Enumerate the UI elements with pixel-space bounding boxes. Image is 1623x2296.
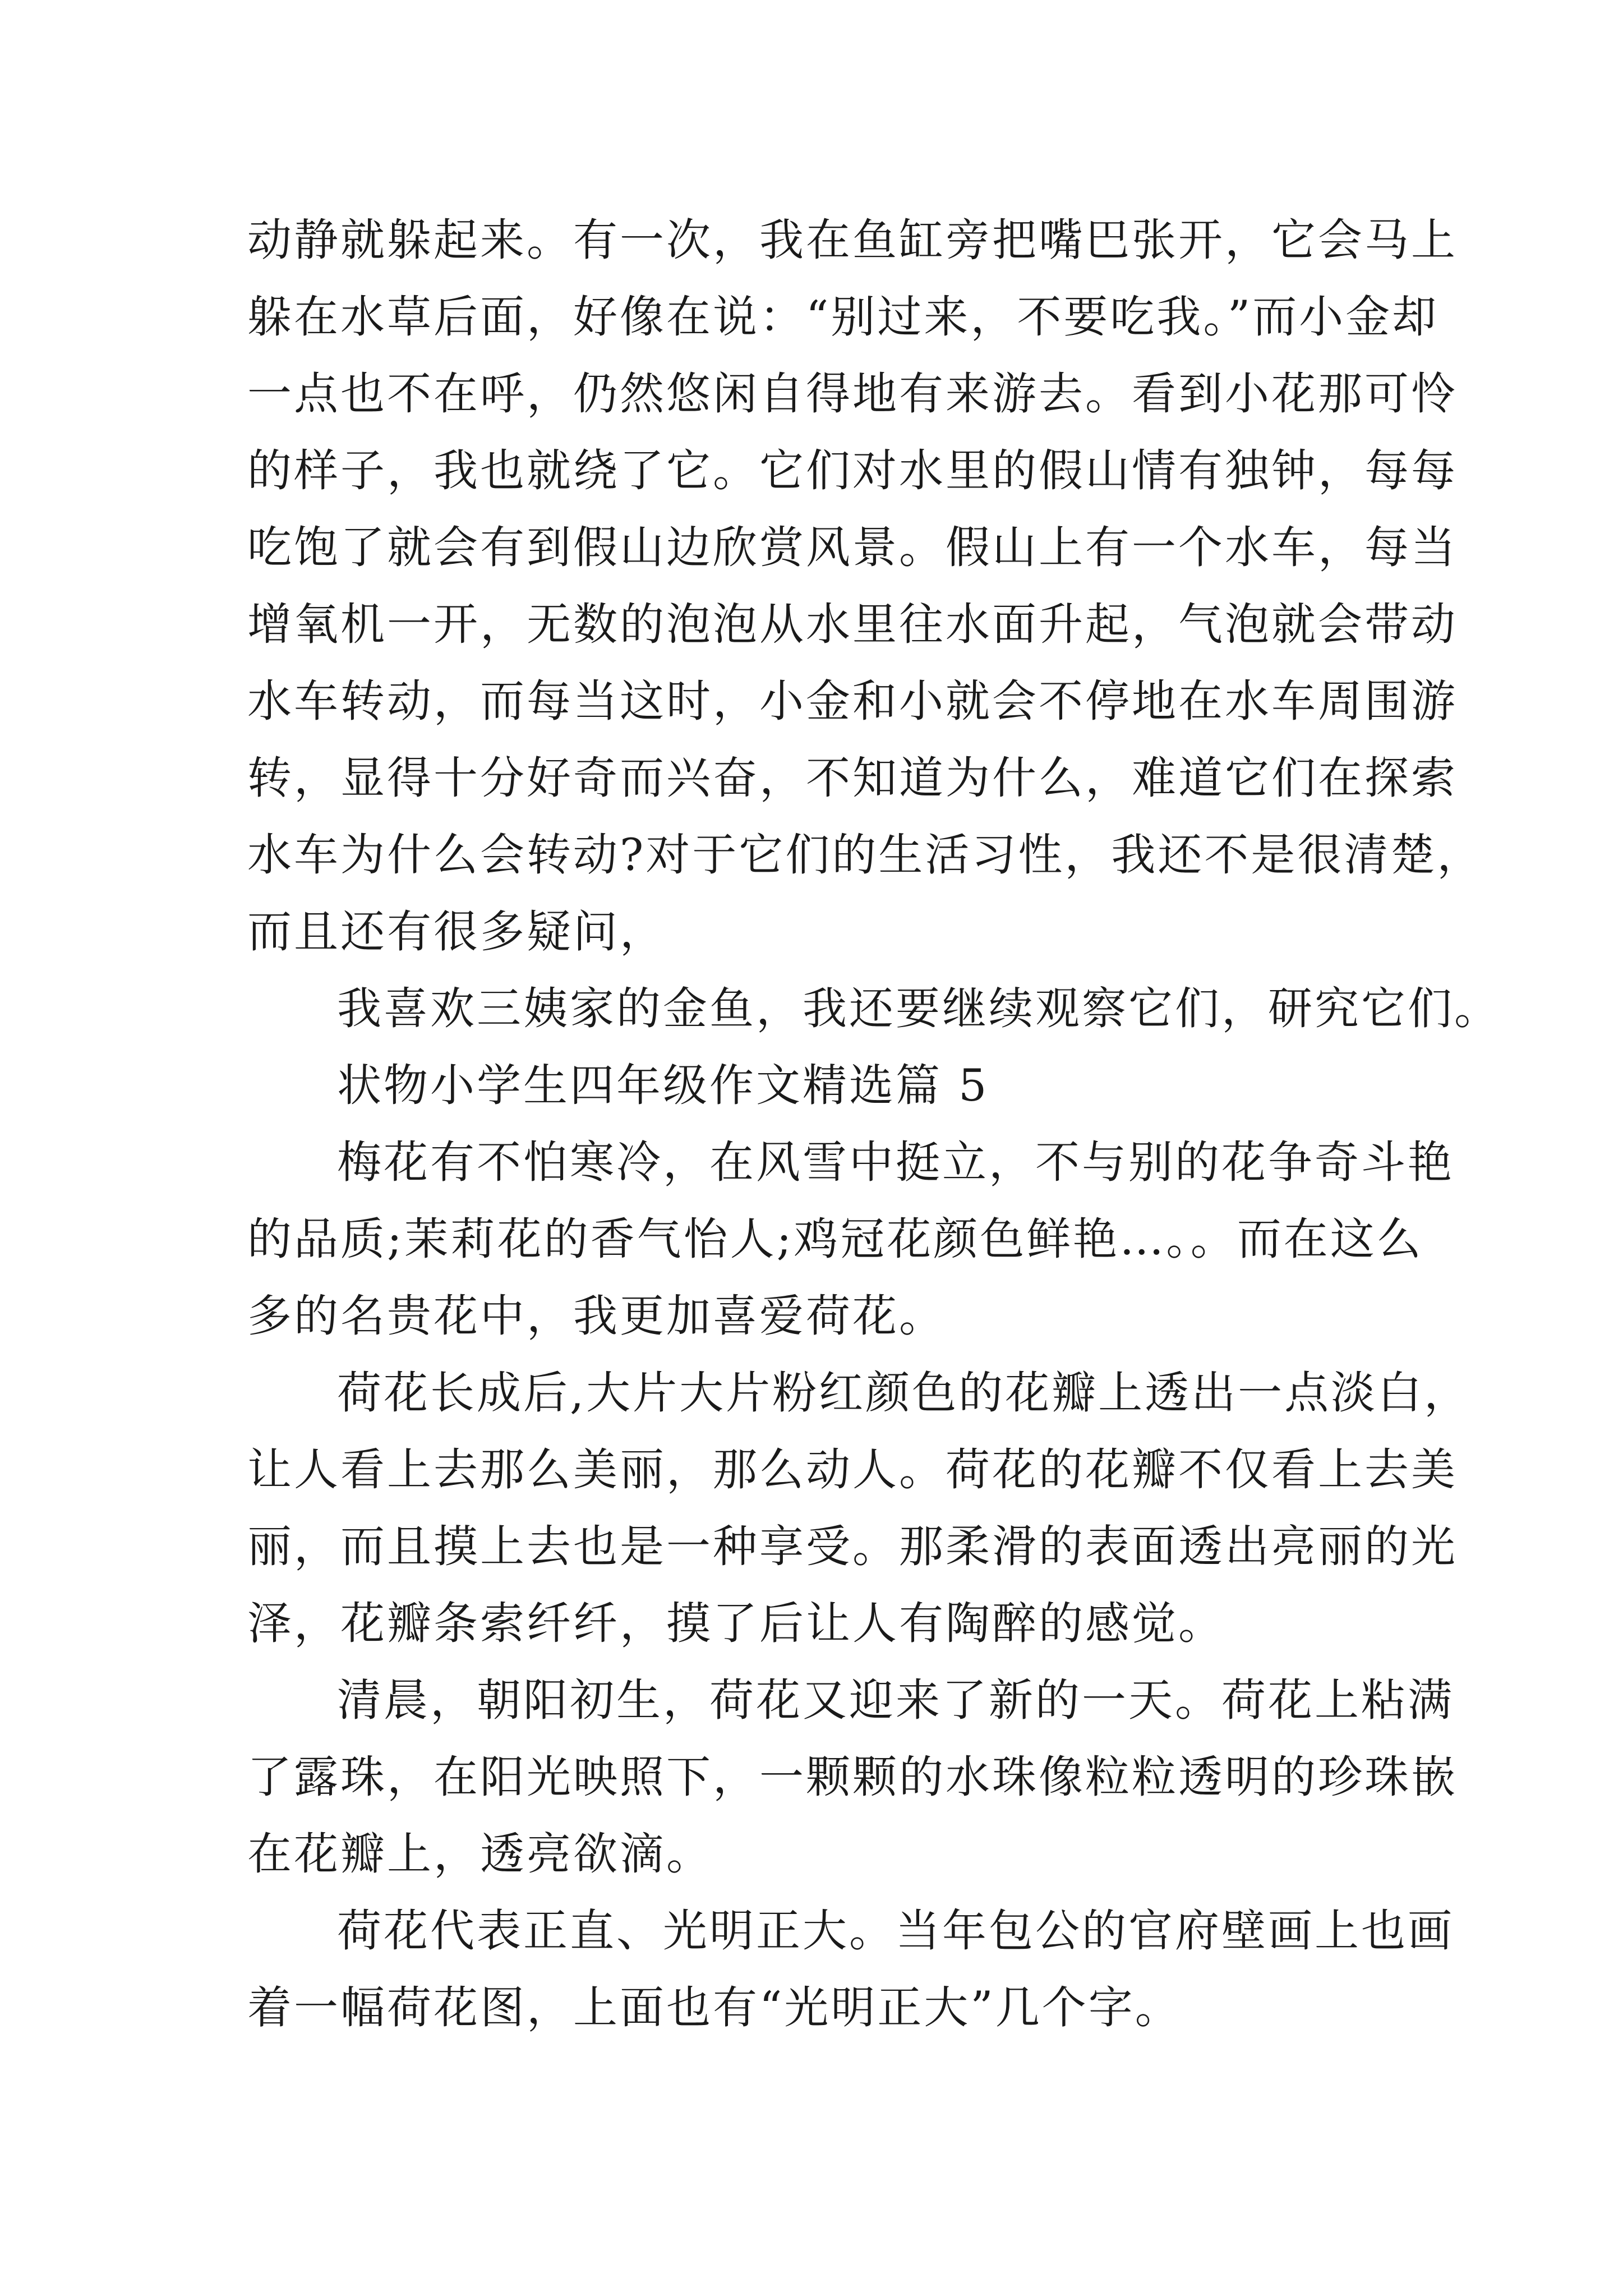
paragraph-start-line: 梅花有不怕寒冷，在风雪中挺立，不与别的花争奇斗艳	[337, 1137, 1454, 1188]
paragraph-start-line: 我喜欢三姨家的金鱼，我还要继续观察它们，研究它们。	[337, 983, 1501, 1034]
text-line: 着一幅荷花图，上面也有“光明正大”几个字。	[247, 1982, 1182, 2033]
text-line: 动静就躲起来。有一次，我在鱼缸旁把嘴巴张开，它会马上	[247, 214, 1458, 266]
text-line: 的品质;茉莉花的香气怡人;鸡冠花颜色鲜艳…。。而在这么	[247, 1213, 1423, 1265]
text-line: 转，显得十分好奇而兴奋，不知道为什么，难道它们在探索	[247, 752, 1458, 804]
text-line: 增氧机一开，无数的泡泡从水里往水面升起，气泡就会带动	[247, 599, 1458, 650]
text-line: 泽，花瓣条索纤纤，摸了后让人有陶醉的感觉。	[247, 1598, 1225, 1649]
text-line: 水车转动，而每当这时，小金和小就会不停地在水车周围游	[247, 675, 1458, 727]
text-line: 让人看上去那么美丽，那么动人。荷花的花瓣不仅看上去美	[247, 1444, 1458, 1496]
text-line: 水车为什么会转动?对于它们的生活习性，我还不是很清楚，	[247, 829, 1484, 881]
text-line: 了露珠，在阳光映照下，一颗颗的水珠像粒粒透明的珍珠嵌	[247, 1751, 1458, 1803]
paragraph-start-line: 清晨，朝阳初生，荷花又迎来了新的一天。荷花上粘满	[337, 1674, 1454, 1726]
text-line: 多的名贵花中，我更加喜爱荷花。	[247, 1290, 946, 1342]
section-heading: 状物小学生四年级作文精选篇 5	[337, 1060, 989, 1111]
paragraph-start-line: 荷花代表正直、光明正大。当年包公的官府壁画上也画	[337, 1905, 1454, 1957]
text-line: 丽，而且摸上去也是一种享受。那柔滑的表面透出亮丽的光	[247, 1521, 1458, 1572]
text-line: 在花瓣上，透亮欲滴。	[247, 1828, 713, 1880]
text-line: 吃饱了就会有到假山边欣赏风景。假山上有一个水车，每当	[247, 522, 1458, 573]
text-line: 躲在水草后面，好像在说：“别过来，不要吃我。”而小金却	[247, 291, 1439, 343]
text-line: 一点也不在呼，仍然悠闲自得地有来游去。看到小花那可怜	[247, 368, 1458, 420]
body-text	[247, 202, 1501, 2046]
text-line: 的样子，我也就绕了它。它们对水里的假山情有独钟，每每	[247, 445, 1458, 496]
text-line: 而且还有很多疑问，	[247, 906, 666, 958]
paragraph-start-line: 荷花长成后,大片大片粉红颜色的花瓣上透出一点淡白，	[337, 1367, 1471, 1419]
